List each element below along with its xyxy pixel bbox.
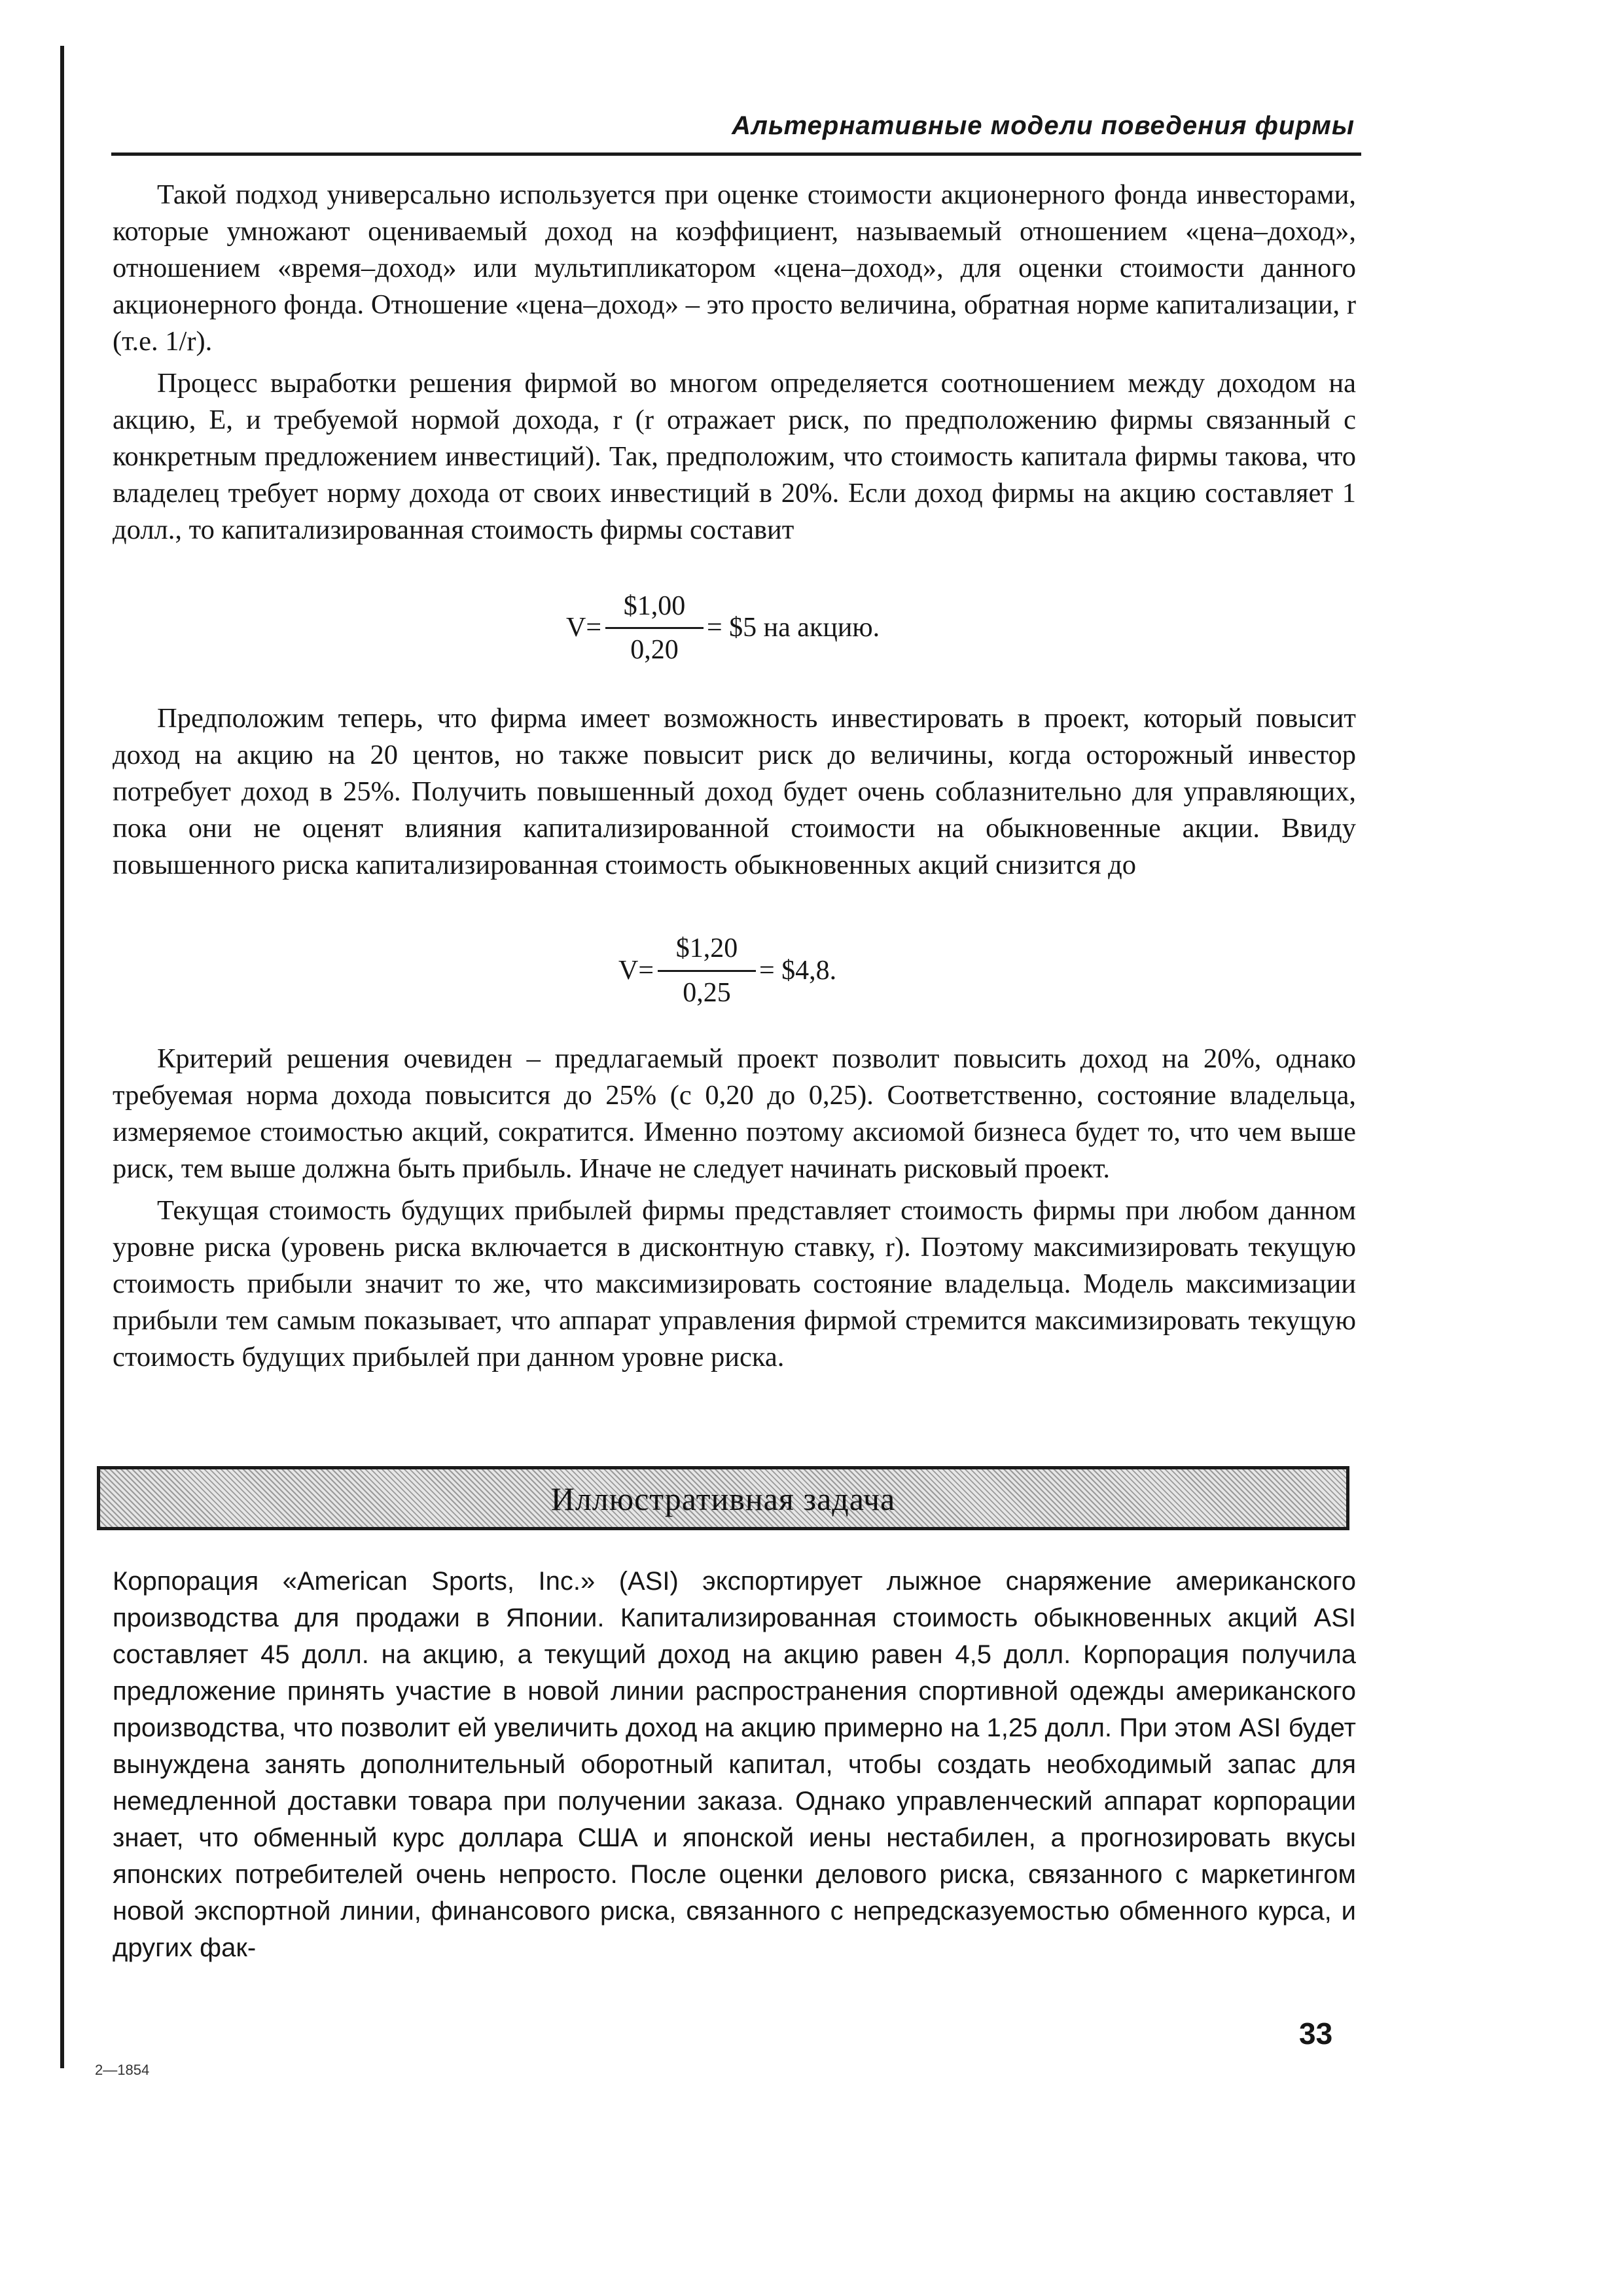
body-text-block-1 [113,177,1356,554]
formula-2-denominator: 0,25 [683,978,731,1008]
formula-2-fraction-bar [658,970,756,972]
section-banner [97,1466,1349,1530]
section-title: Иллюстративная задача [550,1480,896,1517]
paragraph-new-project: Предположим теперь, что фирма имеет возможность инвестировать в проект, который повысит доход на акцию на 20 центов, но также повысит риск до величины, когда осторожный инвестор потребует доход в 25%. Получить повышенный доход будет очень соблазнительно для управляющих, пока они не оценят влияния капитализированной стоимости на обыкновенные акции. Ввиду повышенного риска капитализированная стоимость обыкновенных акций снизится до [113,703,1356,880]
task-paragraph: Корпорация «American Sports, Inc.» (ASI) экспортирует лыжное снаряжение американского производства для продажи в Японии. Капитализированная стоимость обыкновенных акций ASI составляет 45 долл. на акцию, а текущий доход на акцию равен 4,5 долл. Корпорация получила предложение принять участие в новой линии распространения спортивной одежды американского производства, что позволит ей увеличить доход на акцию примерно на 1,25 долл. При этом ASI будет вынуждена занять дополнительный оборотный капитал, чтобы создать необходимый запас для немедленной доставки товара при получении заказа. Однако управленческий аппарат корпорации знает, что обменный курс доллара США и японской иены нестабилен, а прогнозировать вкусы японских потребителей очень непросто. После оценки делового риска, связанного с маркетингом новой экспортной линии, финансового риска, связанного с непредсказуемостью обменного курса, и других фак- [113,1567,1356,1962]
running-header-title: Альтернативные модели поведения фирмы [732,111,1355,140]
formula-1-numerator: $1,00 [623,591,686,621]
paragraph-price-earnings: Такой подход универсально используется при оценке стоимости акционерного фонда инвесторами, которые умножают оцениваемый доход на коэффициент, называемый отношением «цена–доход», отношением «время–доход» или мультипликатором «цена–доход», для оценки стоимости данного акционерного фонда. Отношение «цена–доход» – это просто величина, обратная норме капитализации, r (т.е. 1/r). [113,179,1356,357]
page-number: 33 [1299,2017,1333,2051]
formula-1-fraction-bar [605,627,704,629]
formula-1-rhs: = $5 на акцию. [707,613,880,643]
printer-signature-mark: 2—1854 [95,2062,150,2078]
header-rule [111,152,1361,156]
body-text-block-2 [113,700,1356,889]
paragraph-present-value: Текущая стоимость будущих прибылей фирмы представляет стоимость фирмы при любом данном уровне риска (уровень риска включается в дисконтную ставку, r). Поэтому максимизировать текущую стоимость прибыли значит то же, что максимизировать состояние владельца. Модель максимизации прибыли тем самым показывает, что аппарат управления фирмой стремится максимизировать текущую стоимость будущих прибылей при данном уровне риска. [113,1195,1356,1372]
paragraph-decision-process: Процесс выработки решения фирмой во многом определяется соотношением между доходом на акцию, E, и требуемой нормой дохода, r (r отражает риск, по предположению фирмы связанный с конкретным предложением инвестиций). Так, предположим, что стоимость капитала фирмы такова, что владелец требует норму дохода от своих инвестиций в 20%. Если доход фирмы на акцию составляет 1 долл., то капитализированная стоимость фирмы составит [113,368,1356,545]
binding-edge-line [60,46,64,2068]
formula-1-denominator: 0,20 [630,635,679,665]
formula-2-lhs: V= [618,956,654,986]
formula-1-lhs: V= [566,613,602,643]
formula-2-numerator: $1,20 [675,933,738,963]
body-text-block-3 [113,1041,1356,1381]
paragraph-decision-criterion: Критерий решения очевиден – предлагаемый проект позволит повысить доход на 20%, однако требуемая норма дохода повысится до 25% (с 0,20 до 0,25). Соответственно, состояние владельца, измеряемое стоимостью акций, сократится. Именно поэтому аксиомой бизнеса будет то, что чем выше риск, тем выше должна быть прибыль. Иначе не следует начинать рисковый проект. [113,1043,1356,1184]
formula-2-rhs: = $4,8. [759,956,837,986]
